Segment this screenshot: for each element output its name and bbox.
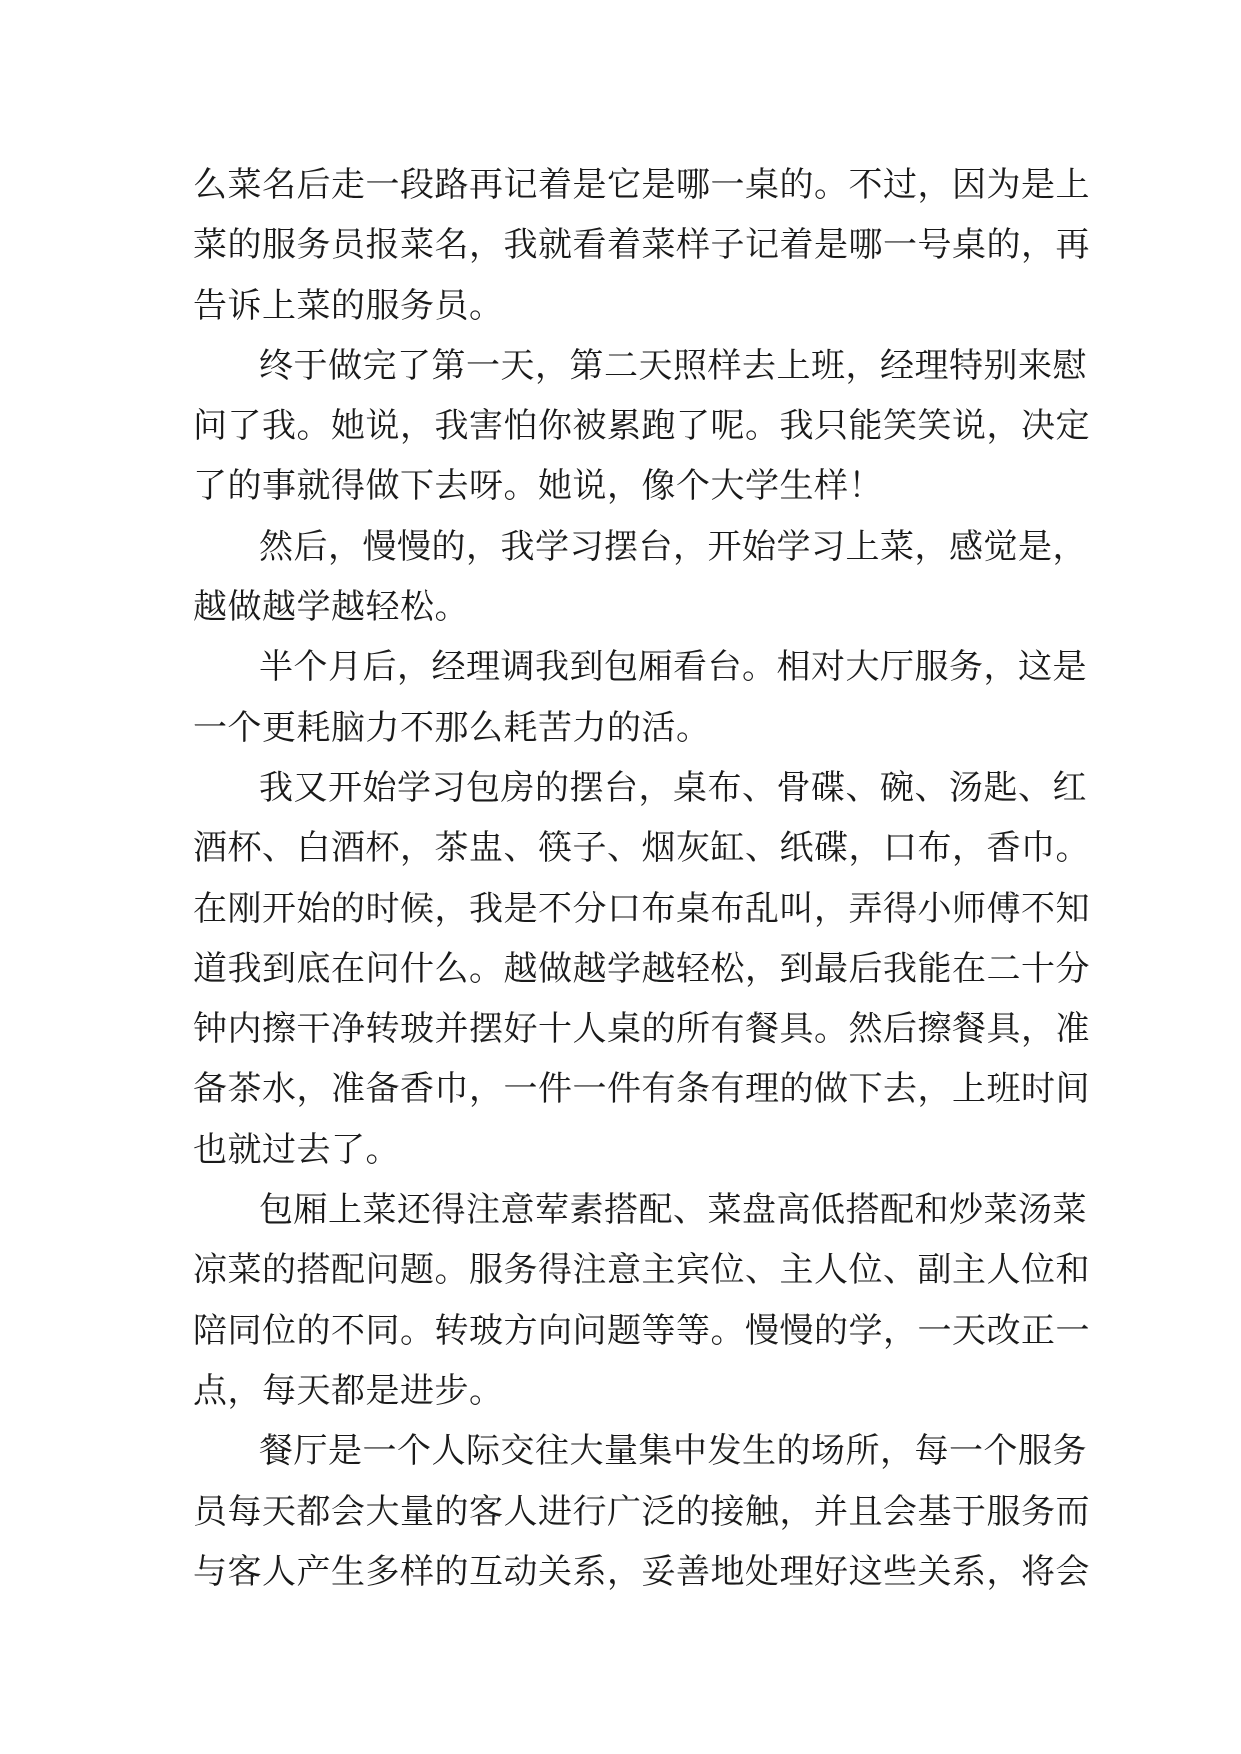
text-line: 问了我。她说，我害怕你被累跑了呢。我只能笑笑说，决定 <box>193 406 1090 447</box>
text-line: 越做越学越轻松。 <box>193 587 469 628</box>
text-line: 备茶水，准备香巾，一件一件有条有理的做下去，上班时间 <box>193 1069 1090 1110</box>
text-line: 然后，慢慢的，我学习摆台，开始学习上菜，感觉是， <box>259 526 1087 567</box>
text-line: 在刚开始的时候，我是不分口布桌布乱叫，弄得小师傅不知 <box>193 888 1090 929</box>
text-line: 道我到底在问什么。越做越学越轻松，到最后我能在二十分 <box>193 948 1090 989</box>
text-line: 了的事就得做下去呀。她说，像个大学生样！ <box>193 466 883 507</box>
body-text <box>193 155 1090 1602</box>
text-line: 点，每天都是进步。 <box>193 1370 504 1411</box>
text-line: 也就过去了。 <box>193 1129 400 1170</box>
text-line: 包厢上菜还得注意荤素搭配、菜盘高低搭配和炒菜汤菜 <box>259 1190 1087 1231</box>
text-line: 终于做完了第一天，第二天照样去上班，经理特别来慰 <box>259 345 1087 386</box>
text-line: 酒杯、白酒杯，茶盅、筷子、烟灰缸、纸碟，口布，香巾。 <box>193 828 1090 869</box>
text-line: 半个月后，经理调我到包厢看台。相对大厅服务，这是 <box>259 647 1087 688</box>
text-line: 员每天都会大量的客人进行广泛的接触，并且会基于服务而 <box>193 1491 1090 1532</box>
text-line: 一个更耗脑力不那么耗苦力的活。 <box>193 707 711 748</box>
text-line: 餐厅是一个人际交往大量集中发生的场所，每一个服务 <box>259 1431 1087 1472</box>
text-line: 与客人产生多样的互动关系，妥善地处理好这些关系，将会 <box>193 1551 1090 1592</box>
text-line: 凉菜的搭配问题。服务得注意主宾位、主人位、副主人位和 <box>193 1250 1090 1291</box>
text-line: 么菜名后走一段路再记着是它是哪一桌的。不过，因为是上 <box>193 165 1090 205</box>
text-line: 菜的服务员报菜名，我就看着菜样子记着是哪一号桌的，再 <box>193 225 1090 266</box>
text-line: 告诉上菜的服务员。 <box>193 285 504 326</box>
text-line: 我又开始学习包房的摆台，桌布、骨碟、碗、汤匙、红 <box>259 767 1087 808</box>
text-line: 钟内擦干净转玻并摆好十人桌的所有餐具。然后擦餐具，准 <box>193 1009 1090 1050</box>
text-line: 陪同位的不同。转玻方向问题等等。慢慢的学，一天改正一 <box>193 1310 1090 1351</box>
